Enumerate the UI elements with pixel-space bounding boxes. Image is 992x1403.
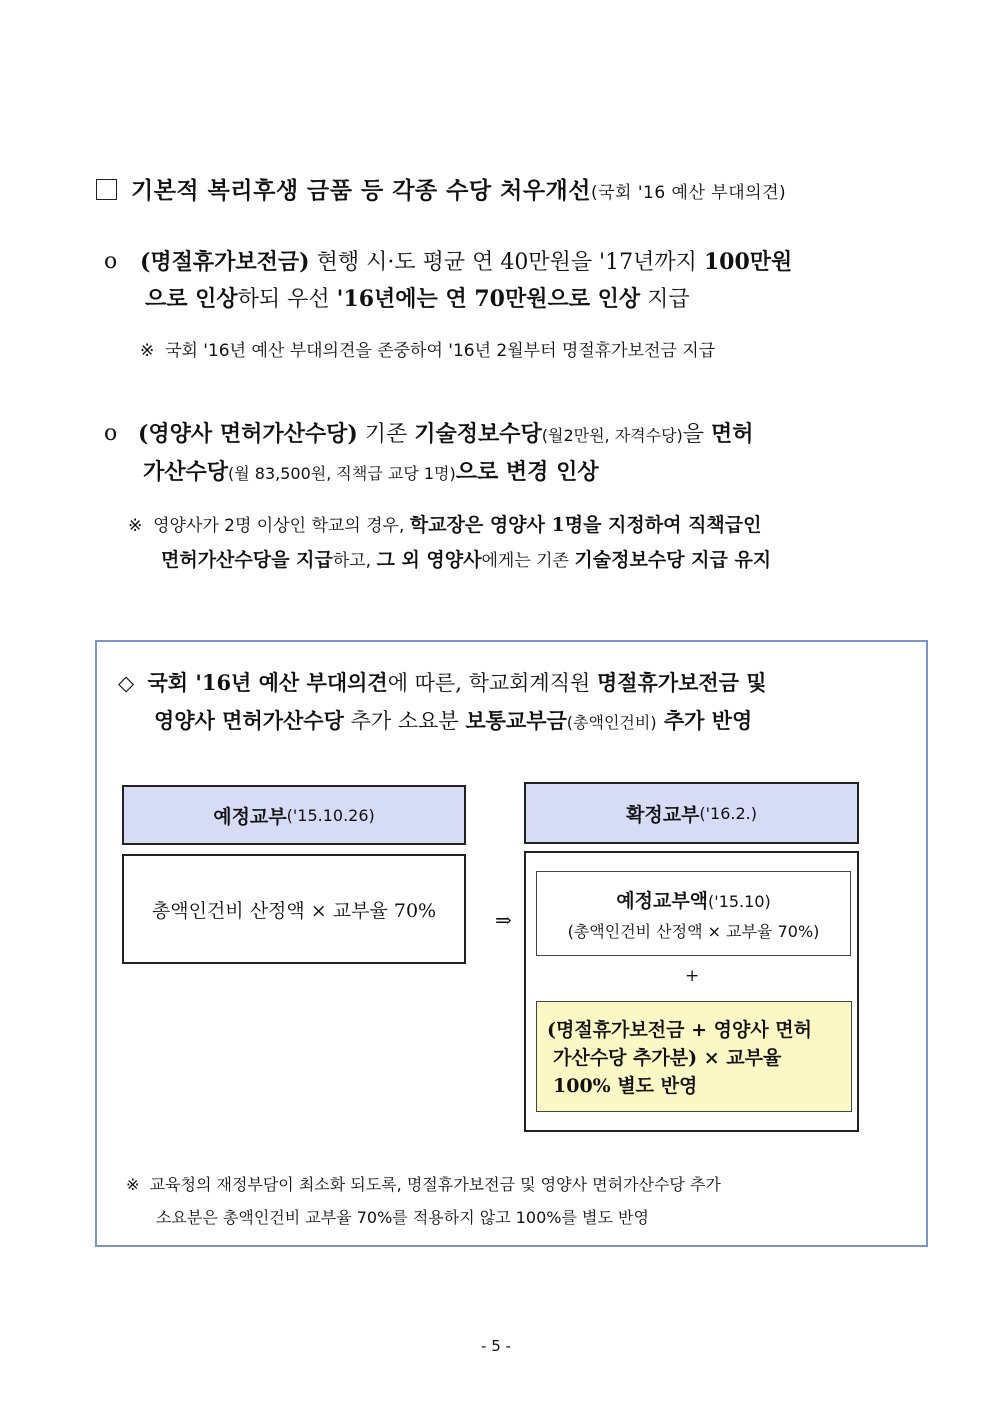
item1-line2-bold-b: '16년에는 연 70만원으로 인상	[336, 286, 641, 312]
panel-line1-bold-b: 명절휴가보전금 및	[596, 670, 767, 695]
item1-body	[140, 244, 900, 318]
page-number: - 5 -	[481, 1337, 511, 1355]
planned-amount-date: ('15.10)	[708, 891, 771, 911]
item2-line1-bold-b: 기술정보수당	[414, 421, 542, 447]
item2-note-line2	[128, 543, 908, 578]
item2-bullet: o	[104, 421, 118, 446]
item2-line2	[138, 454, 898, 492]
panel-line2-bold-b: 보통교부금	[465, 708, 567, 733]
planned-grant-body: 총액인건비 산정액 × 교부율 70%	[122, 854, 466, 964]
planned-grant-label: 예정교부	[213, 805, 287, 828]
item2-note-text2a: 하고,	[332, 551, 377, 571]
plus-icon: +	[685, 966, 700, 986]
item2-note	[128, 508, 908, 578]
item1-line2	[140, 281, 900, 318]
item2-line1-text: 기존	[357, 422, 415, 447]
note-mark-icon: ※	[140, 341, 155, 361]
checkbox-square-icon	[96, 179, 117, 200]
item2-note-line1	[128, 508, 908, 543]
item1-line1	[140, 244, 900, 281]
item2-line2-bold-a: 가산수당	[143, 459, 229, 485]
diamond-icon: ◇	[118, 671, 135, 695]
item1-note	[140, 334, 715, 368]
arrow-right-icon: ⇒	[495, 908, 512, 932]
panel-heading-line1	[118, 664, 918, 702]
section-title-note: (국회 '16 예산 부대의견)	[590, 183, 787, 203]
panel-note-text2: 소요분은 총액인건비 교부율 70%를 적용하지 않고 100%를 별도 반영	[156, 1208, 649, 1227]
item1-bullet: o	[104, 249, 118, 274]
additional-line1: (명절휴가보전금 + 영양사 면허	[547, 1019, 813, 1041]
item2-note-bold2a: 면허가산수당을 지급	[161, 549, 333, 571]
panel-note-line1	[126, 1168, 916, 1201]
section-title-text: 기본적 복리후생 금품 등 각종 수당 처우개선	[131, 177, 591, 204]
item2-line2-bold-b: 으로 변경 인상	[455, 459, 599, 485]
panel-line1-text: 에 따른, 학교회계직원	[387, 671, 597, 695]
final-grant-label: 확정교부	[625, 803, 700, 826]
item2-note-text2b: 에게는 기존	[481, 551, 575, 571]
panel-line2-text: 추가 소요분	[343, 709, 466, 733]
planned-amount-box	[536, 871, 851, 956]
item1-line2-text-a: 하되 우선	[237, 287, 337, 312]
planned-grant-header	[122, 785, 466, 845]
item1-line1-bold: 100만원	[703, 249, 793, 275]
additional-amount-box	[536, 1001, 852, 1112]
panel-heading	[118, 664, 918, 741]
panel-note	[126, 1168, 916, 1234]
panel-line2-bold-c: 추가 반영	[656, 708, 753, 733]
final-grant-date: ('16.2.)	[699, 803, 757, 823]
planned-amount-title	[616, 886, 770, 913]
note-mark-icon: ※	[128, 516, 143, 536]
item2-note-bold1: 학교장은 영양사 1명을 지정하여 직책급인	[409, 514, 762, 536]
panel-heading-line2	[118, 702, 918, 741]
item2-line1-small: (월2만원, 자격수당)	[541, 426, 683, 445]
planned-grant-date: ('15.10.26)	[286, 805, 375, 825]
item2-body	[138, 416, 898, 492]
item2-note-bold2b: 그 외 영양사	[376, 549, 482, 571]
item2-line1-bold-c: 면허	[711, 421, 754, 447]
item1-heading: (명절휴가보전금)	[140, 249, 310, 275]
panel-line2-bold-a: 영양사 면허가산수당	[154, 708, 344, 733]
planned-amount-label: 예정교부액	[616, 889, 709, 912]
additional-line3: 100% 별도 반영	[553, 1075, 698, 1097]
item2-note-bold2c: 기술정보수당 지급 유지	[574, 549, 772, 571]
item2-note-text1: 영양사가 2명 이상인 학교의 경우,	[153, 516, 410, 536]
item1-line2-bold-a: 으로 인상	[145, 286, 238, 312]
additional-line2: 가산수당 추가분) × 교부율	[553, 1047, 782, 1069]
section-title	[96, 172, 786, 205]
item2-heading: (영양사 면허가산수당)	[138, 421, 358, 447]
item1-note-text: 국회 '16년 예산 부대의견을 존중하여 '16년 2월부터 명절휴가보전금 지급	[165, 341, 716, 361]
panel-note-text1: 교육청의 재정부담이 최소화 되도록, 명절휴가보전금 및 영양사 면허가산수당 추가	[149, 1175, 721, 1194]
item1-line2-text-b: 지급	[640, 287, 690, 312]
panel-line2-small: (총액인건비)	[566, 713, 657, 732]
item2-line1-text-b: 을	[682, 422, 712, 447]
note-mark-icon: ※	[126, 1175, 140, 1194]
panel-line1-bold-a: 국회 '16년 예산 부대의견	[147, 670, 388, 695]
planned-amount-sub: (총액인건비 산정액 × 교부율 70%)	[567, 921, 820, 941]
item2-line1	[138, 416, 898, 454]
final-grant-header	[524, 782, 859, 844]
item1-line1-text: 현행 시·도 평균 연 40만원을 '17년까지	[309, 250, 704, 275]
item2-line2-small: (월 83,500원, 직책급 교당 1명)	[228, 464, 456, 483]
